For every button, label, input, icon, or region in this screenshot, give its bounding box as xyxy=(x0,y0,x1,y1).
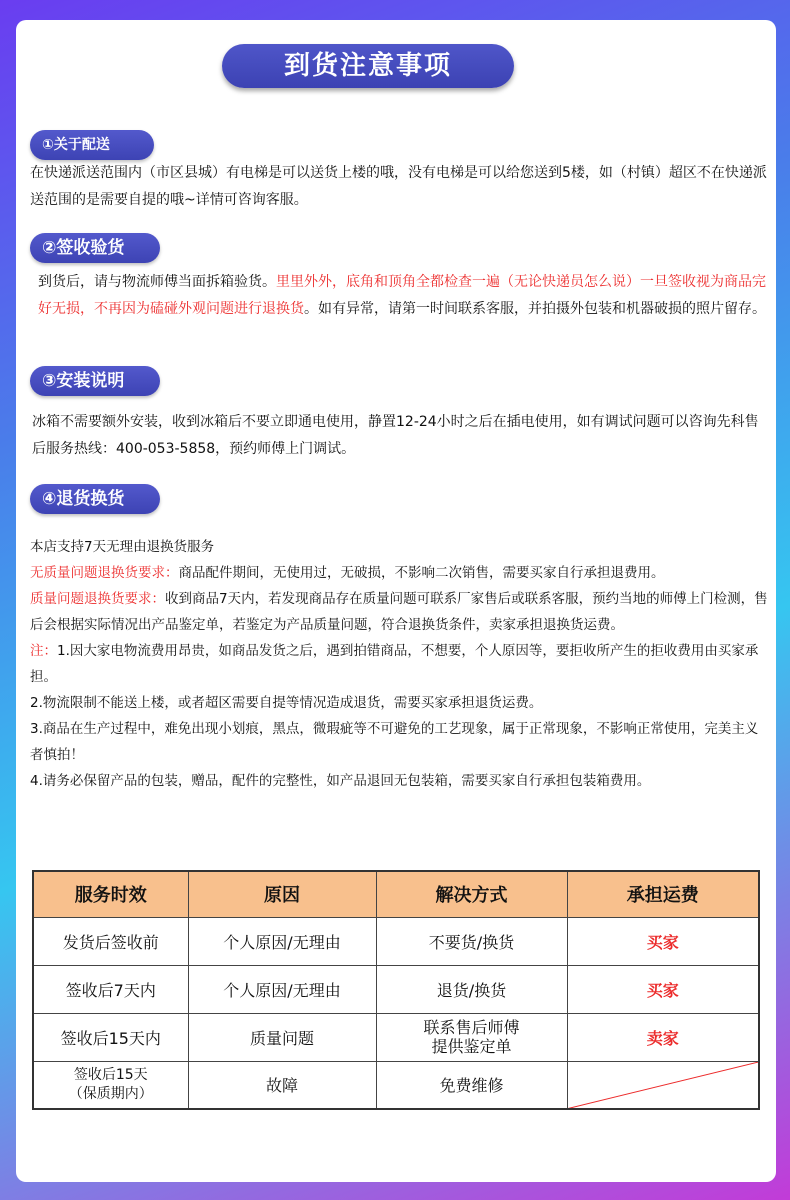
diagonal-slash xyxy=(568,1062,759,1109)
notice-card xyxy=(16,20,776,1182)
cell-solution xyxy=(376,1013,567,1061)
section-heading-delivery: ①关于配送 xyxy=(30,130,154,160)
cell-time: 签收后15天内 xyxy=(33,1013,188,1061)
delivery-paragraph: 在快递派送范围内（市区县城）有电梯是可以送货上楼的哦，没有电梯是可以给您送到5楼，如（村镇）超区不在快递派送范围的是需要自提的哦~详情可咨询客服。 xyxy=(30,165,767,208)
header-reason: 原因 xyxy=(188,871,376,917)
table-header-row xyxy=(33,871,759,917)
returns-note4: 4.请务必保留产品的包装，赠品，配件的完整性，如产品退回无包装箱，需要买家自行承担包装箱费用。 xyxy=(30,773,651,789)
cell-solution: 退货/换货 xyxy=(376,965,567,1013)
header-fee: 承担运费 xyxy=(567,871,759,917)
cell-fee: 买家 xyxy=(567,917,759,965)
returns-note1 xyxy=(30,638,770,690)
time-line-b: （保质期内） xyxy=(68,1085,153,1102)
quality-text: 收到商品7天内，若发现商品存在质量问题可联系厂家售后或联系客服，预约当地的师傅上门检测，售后会根据实际情况出产品鉴定单，若鉴定为产品质量问题，符合退换货条件，卖家承担退换货运费。 xyxy=(30,591,768,633)
cell-time: 签收后7天内 xyxy=(33,965,188,1013)
delivery-text xyxy=(30,160,770,214)
returns-note3: 3.商品在生产过程中，难免出现小划痕，黑点，微瑕疵等不可避免的工艺现象，属于正常现象，不影响正常使用，完美主义者慎拍！ xyxy=(30,721,759,763)
cell-reason: 个人原因/无理由 xyxy=(188,917,376,965)
time-line-a: 签收后15天 xyxy=(73,1066,148,1083)
returns-no-quality xyxy=(30,560,770,586)
quality-label: 质量问题退换货要求： xyxy=(30,591,165,607)
section-heading-returns: ④退货换货 xyxy=(30,484,160,514)
inspect-text-a: 到货后，请与物流师傅当面拆箱验货。 xyxy=(38,274,276,290)
returns-text xyxy=(30,534,770,794)
note-label: 注： xyxy=(30,643,57,659)
inspect-text-b: 。如有异常，请第一时间联系客服，并拍摄外包装和机器破损的照片留存。 xyxy=(304,301,766,317)
install-text xyxy=(30,409,770,463)
solution-line-a: 联系售后师傅 xyxy=(423,1018,520,1037)
table-row xyxy=(33,965,759,1013)
install-paragraph: 冰箱不需要额外安装，收到冰箱后不要立即通电使用，静置12-24小时之后在插电使用，如有调试问题可以咨询先科售后服务热线：400-053-5858，预约师傅上门调试。 xyxy=(32,414,759,457)
cell-fee: 买家 xyxy=(567,965,759,1013)
table-row xyxy=(33,917,759,965)
cell-fee: 卖家 xyxy=(567,1013,759,1061)
cell-reason: 故障 xyxy=(188,1061,376,1109)
no-quality-text: 商品配件期间，无使用过，无破损，不影响二次销售，需要买家自行承担退费用。 xyxy=(178,565,665,581)
cell-reason: 质量问题 xyxy=(188,1013,376,1061)
cell-time: 发货后签收前 xyxy=(33,917,188,965)
note1-text: 1.因大家电物流费用昂贵，如商品发货之后，遇到拍错商品，不想要，个人原因等，要拒收所产生的拒收费用由买家承担。 xyxy=(30,643,759,685)
header-time: 服务时效 xyxy=(33,871,188,917)
service-table xyxy=(32,870,760,1110)
section-heading-install: ③安装说明 xyxy=(30,366,160,396)
cell-solution: 免费维修 xyxy=(376,1061,567,1109)
cell-fee-empty xyxy=(567,1061,759,1109)
solution-line-b: 提供鉴定单 xyxy=(431,1037,512,1056)
returns-line1: 本店支持7天无理由退换货服务 xyxy=(30,539,215,555)
cell-time xyxy=(33,1061,188,1109)
no-quality-label: 无质量问题退换货要求： xyxy=(30,565,179,581)
page-title: 到货注意事项 xyxy=(222,44,514,88)
section-heading-inspect: ②签收验货 xyxy=(30,233,160,263)
inspect-warning: 里里外外，底角和顶角全都检查一遍（无论快递员怎么说）一旦签收视为商品完好无损，不再因为磕碰外观问题进行退换货 xyxy=(38,274,766,317)
table-row xyxy=(33,1061,759,1109)
inspect-text xyxy=(30,269,770,323)
header-solution: 解决方式 xyxy=(376,871,567,917)
returns-note2: 2.物流限制不能送上楼，或者超区需要自提等情况造成退货，需要买家承担退货运费。 xyxy=(30,695,543,711)
cell-reason: 个人原因/无理由 xyxy=(188,965,376,1013)
table-row xyxy=(33,1013,759,1061)
inspect-paragraph xyxy=(38,269,770,323)
cell-solution: 不要货/换货 xyxy=(376,917,567,965)
returns-quality xyxy=(30,586,770,638)
